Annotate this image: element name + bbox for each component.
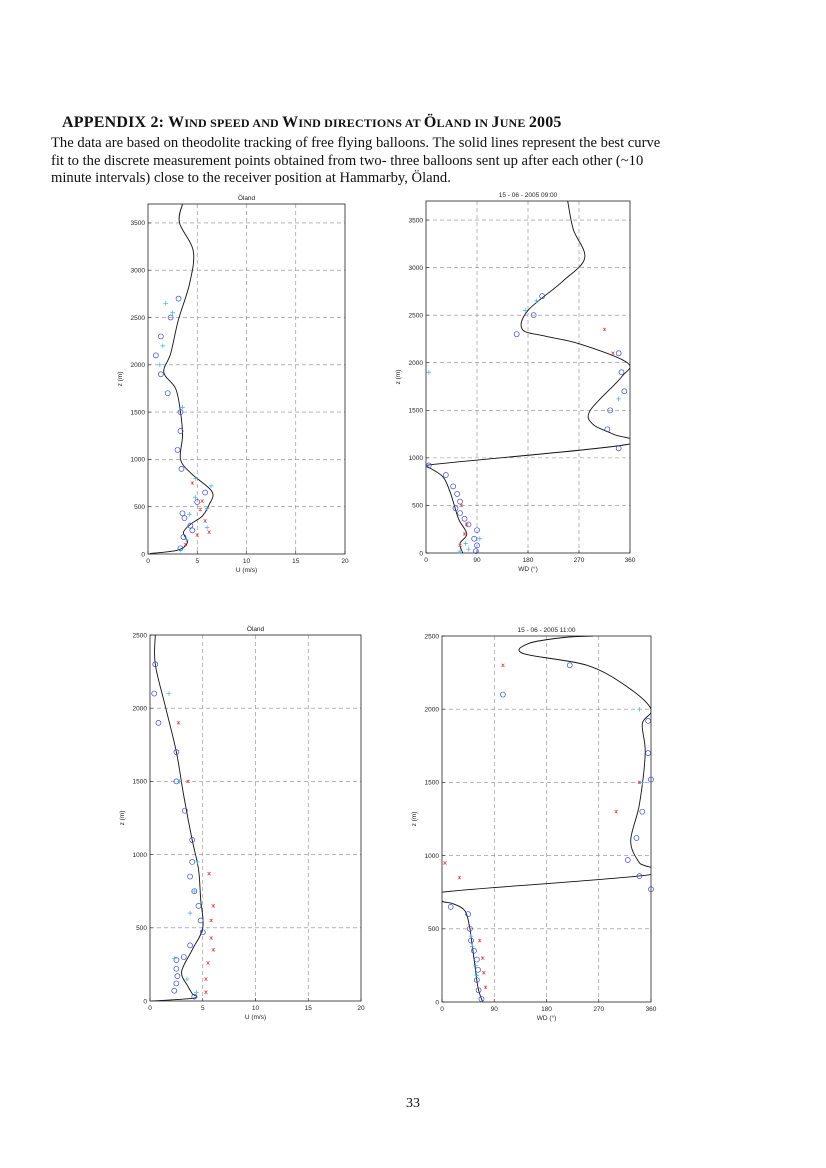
chart-title: Öland <box>246 626 265 633</box>
marker-plus <box>193 476 198 481</box>
y-tick-label: 0 <box>143 998 147 1006</box>
marker-plus <box>469 934 474 939</box>
marker-star <box>212 948 215 951</box>
marker-plus <box>427 370 432 375</box>
marker-plus <box>193 495 198 500</box>
fit-curve <box>150 204 213 554</box>
marker-plus <box>163 301 168 306</box>
marker-circle <box>455 492 460 497</box>
x-tick-label: 270 <box>593 1006 605 1013</box>
fit-curve <box>152 635 203 1001</box>
marker-plus <box>158 363 163 368</box>
y-tick-label: 3000 <box>408 264 423 272</box>
chart-title: 15 - 06 - 2005 09:00 <box>498 192 558 199</box>
marker-star <box>210 936 213 939</box>
marker-star <box>204 519 207 522</box>
marker-plus <box>184 538 189 543</box>
marker-circle <box>176 296 181 301</box>
marker-plus <box>167 691 172 696</box>
x-tick-label: 10 <box>242 558 251 565</box>
y-tick-label: 2000 <box>408 360 423 368</box>
y-tick-label: 1000 <box>424 852 439 860</box>
marker-circle <box>500 692 505 697</box>
x-axis-label: U (m/s) <box>244 1014 267 1021</box>
marker-circle <box>188 874 193 879</box>
marker-circle <box>462 516 467 521</box>
marker-circle <box>634 836 639 841</box>
marker-star <box>484 986 487 989</box>
marker-star <box>204 991 207 994</box>
marker-star <box>611 352 614 355</box>
chart-wind-speed-0900 <box>118 190 358 580</box>
marker-circle <box>567 663 572 668</box>
marker-star <box>196 533 199 536</box>
plot-area <box>119 625 365 1021</box>
marker-plus <box>475 973 480 978</box>
plot-area <box>411 627 664 1022</box>
marker-star <box>478 939 481 942</box>
marker-plus <box>473 963 478 968</box>
x-tick-label: 90 <box>473 557 481 564</box>
marker-star <box>191 481 194 484</box>
marker-star <box>212 904 215 907</box>
y-axis-label: z (m) <box>117 371 124 387</box>
marker-plus <box>616 397 621 402</box>
marker-circle <box>174 981 179 986</box>
y-tick-label: 0 <box>141 551 145 559</box>
x-tick-label: 90 <box>490 1006 498 1013</box>
y-tick-label: 2500 <box>132 632 147 640</box>
marker-star <box>177 721 180 724</box>
marker-star <box>458 544 461 547</box>
marker-star <box>210 919 213 922</box>
marker-circle <box>451 484 456 489</box>
y-tick-label: 1500 <box>130 409 145 417</box>
page-number: 33 <box>406 1096 420 1111</box>
y-tick-label: 2000 <box>424 706 439 714</box>
chart-title: 15 - 06 - 2005 11:00 <box>517 627 576 634</box>
marker-circle <box>616 351 621 356</box>
y-tick-label: 3500 <box>408 217 423 225</box>
y-tick-label: 3500 <box>130 220 145 228</box>
marker-star <box>458 876 461 879</box>
x-tick-label: 360 <box>645 1006 657 1013</box>
marker-plus <box>185 977 190 982</box>
x-tick-label: 180 <box>522 557 534 564</box>
y-tick-label: 1500 <box>132 778 147 786</box>
x-tick-label: 5 <box>195 558 200 565</box>
marker-circle <box>152 691 157 696</box>
y-axis-label: z (m) <box>395 369 402 385</box>
fit-curve <box>426 636 664 1002</box>
marker-circle <box>174 966 179 971</box>
x-tick-label: 15 <box>304 1005 312 1012</box>
x-axis-label: WD (°) <box>536 1015 557 1022</box>
marker-plus <box>209 484 214 489</box>
y-tick-label: 2500 <box>408 312 423 320</box>
intro-paragraph: The data are based on theodolite tracking of free flying balloons. The solid lines represent the best curve fit to the discrete measurement points obtained from two- three balloons sent up after each other (~10 minute intervals) close to the receiver position at Hammarby, Öland. <box>51 135 661 186</box>
marker-circle <box>514 332 519 337</box>
y-axis-label: z (m) <box>411 811 418 827</box>
marker-plus <box>160 344 165 349</box>
marker-star <box>201 499 204 502</box>
marker-circle <box>153 353 158 358</box>
x-tick-label: 20 <box>357 1005 365 1012</box>
marker-circle <box>448 904 453 909</box>
marker-circle <box>616 446 621 451</box>
marker-circle <box>172 988 177 993</box>
y-tick-label: 0 <box>419 550 423 558</box>
marker-plus <box>172 956 177 961</box>
marker-circle <box>196 903 201 908</box>
y-tick-label: 2000 <box>130 362 145 370</box>
marker-circle <box>622 389 627 394</box>
y-tick-label: 1000 <box>132 851 147 859</box>
marker-plus <box>205 525 210 530</box>
chart-wind-direction-0900 <box>396 186 641 576</box>
marker-plus <box>188 911 193 916</box>
y-tick-label: 1500 <box>408 407 423 415</box>
marker-circle <box>471 948 476 953</box>
x-axis-label: U (m/s) <box>235 567 258 574</box>
y-tick-label: 2500 <box>130 314 145 322</box>
y-tick-label: 500 <box>412 502 423 510</box>
marker-star <box>207 531 210 534</box>
marker-circle <box>475 967 480 972</box>
x-tick-label: 0 <box>146 558 150 565</box>
x-axis-label: WD (°) <box>518 566 538 573</box>
y-tick-label: 500 <box>136 925 147 933</box>
marker-circle <box>179 466 184 471</box>
marker-plus <box>478 536 483 541</box>
marker-plus <box>534 299 539 304</box>
x-tick-label: 180 <box>541 1006 552 1013</box>
marker-star <box>443 861 446 864</box>
marker-star <box>501 664 504 667</box>
marker-star <box>204 977 207 980</box>
marker-circle <box>175 447 180 452</box>
x-tick-label: 270 <box>573 557 585 564</box>
marker-plus <box>463 541 468 546</box>
marker-plus <box>187 512 192 517</box>
marker-circle <box>203 490 208 495</box>
x-tick-label: 0 <box>440 1006 444 1013</box>
y-tick-label: 500 <box>134 504 145 512</box>
marker-circle <box>625 857 630 862</box>
marker-circle <box>640 809 645 814</box>
marker-circle <box>182 516 187 521</box>
chart-title: Öland <box>237 195 256 202</box>
x-tick-label: 0 <box>148 1005 152 1012</box>
marker-circle <box>156 720 161 725</box>
marker-circle <box>175 974 180 979</box>
marker-circle <box>181 955 186 960</box>
x-tick-label: 10 <box>251 1005 260 1012</box>
marker-circle <box>190 528 195 533</box>
y-tick-label: 1000 <box>408 455 423 463</box>
marker-circle <box>158 334 163 339</box>
marker-circle <box>458 511 463 516</box>
marker-star <box>207 872 210 875</box>
y-tick-label: 1000 <box>130 456 145 464</box>
marker-plus <box>170 310 175 315</box>
marker-plus <box>180 405 185 410</box>
y-axis-label: z (m) <box>119 810 126 826</box>
marker-star <box>199 508 202 511</box>
marker-star <box>615 810 618 813</box>
marker-circle <box>472 536 477 541</box>
marker-circle <box>443 472 448 477</box>
fit-curve <box>424 201 637 553</box>
chart-wind-direction-1100 <box>398 620 668 1025</box>
marker-circle <box>188 943 193 948</box>
y-tick-label: 2500 <box>424 633 439 641</box>
marker-star <box>603 328 606 331</box>
marker-star <box>481 956 484 959</box>
marker-star <box>482 971 485 974</box>
y-tick-label: 1500 <box>424 779 439 787</box>
marker-star <box>206 961 209 964</box>
x-tick-label: 15 <box>292 558 300 565</box>
marker-circle <box>646 718 651 723</box>
plot-area <box>117 194 349 574</box>
marker-plus <box>195 860 200 865</box>
x-tick-label: 20 <box>341 558 349 565</box>
y-tick-label: 0 <box>435 999 439 1007</box>
x-tick-label: 360 <box>624 557 636 564</box>
appendix-heading: APPENDIX 2: WIND SPEED AND WIND DIRECTIONS AT ÖLAND IN JUNE 2005 <box>62 114 562 131</box>
x-tick-label: 5 <box>200 1005 205 1012</box>
marker-circle <box>619 370 624 375</box>
marker-circle <box>158 372 163 377</box>
marker-circle <box>180 511 185 516</box>
marker-plus <box>637 707 642 712</box>
chart-wind-speed-1100 <box>118 618 373 1023</box>
y-tick-label: 3000 <box>130 267 145 275</box>
y-tick-label: 500 <box>428 926 439 934</box>
marker-circle <box>165 391 170 396</box>
marker-star <box>463 532 466 535</box>
marker-plus <box>466 547 471 552</box>
plot-area <box>395 192 637 573</box>
marker-circle <box>458 499 463 504</box>
x-tick-label: 0 <box>424 557 428 564</box>
marker-circle <box>198 918 203 923</box>
y-tick-label: 2000 <box>132 705 147 713</box>
marker-circle <box>646 751 651 756</box>
marker-circle <box>190 859 195 864</box>
marker-circle <box>474 957 479 962</box>
